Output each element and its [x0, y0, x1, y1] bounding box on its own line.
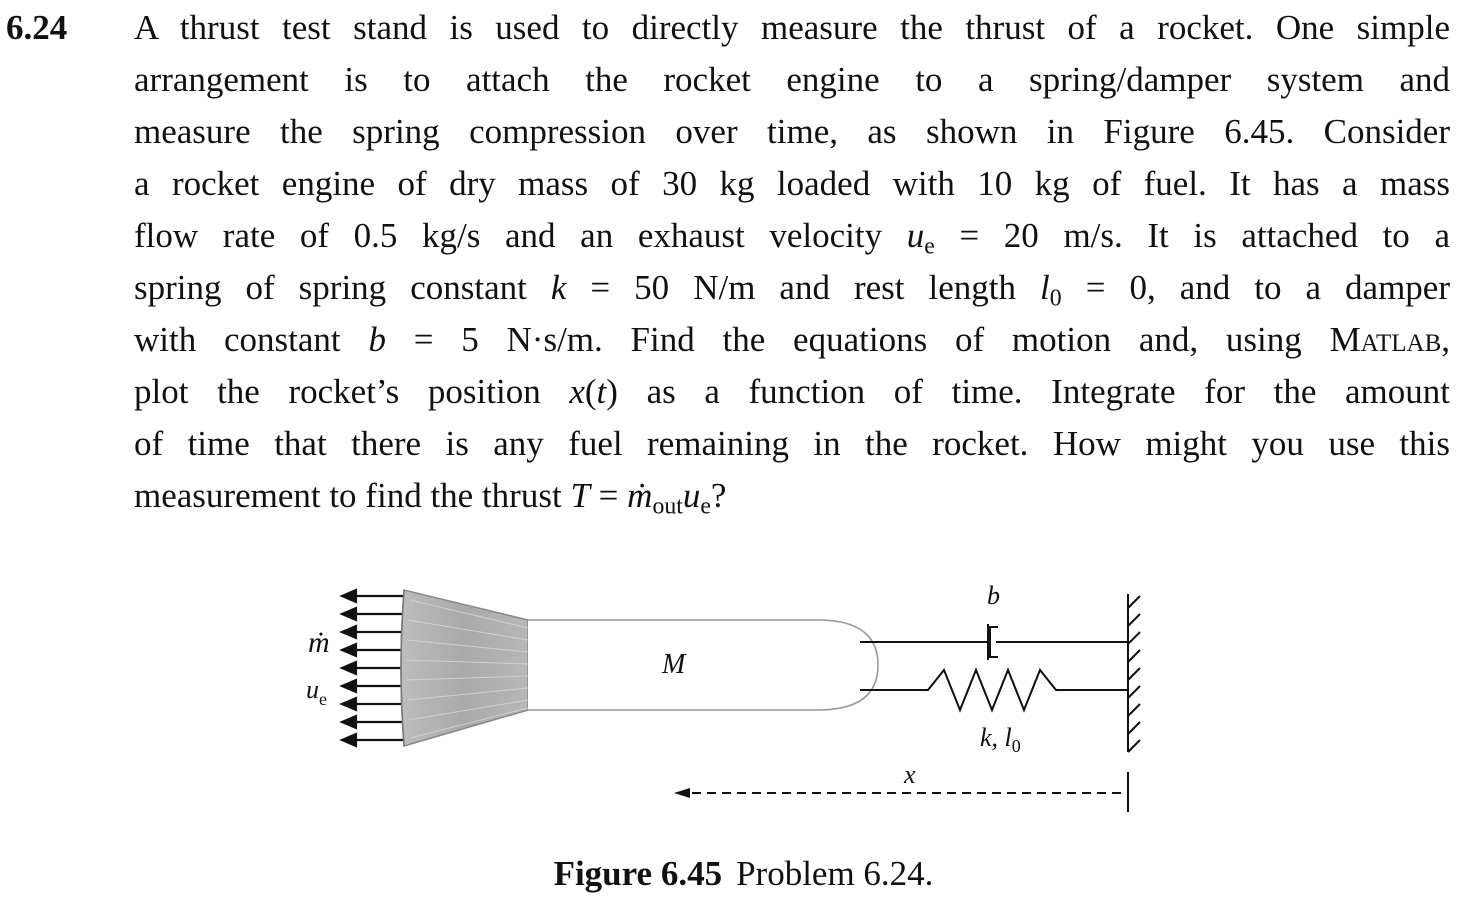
symbol-b: b	[368, 320, 386, 359]
text-line-10: measurement to find the thrust $T = ṁ_{out}u_e$?	[134, 476, 727, 520]
symbol-T: T	[570, 476, 590, 515]
position-dimension	[674, 772, 1128, 812]
spring	[860, 670, 1128, 710]
text-line-5: flow rate of 0.5 kg/s and an exhaust velocity $u_e = 20$ m/s. It is attached to a	[134, 216, 1450, 260]
figure-caption	[0, 852, 1477, 896]
text-line-8: plot the rocket’s position x(t) as a function of time. Integrate for the amount	[134, 372, 1451, 411]
subscript-out: out	[652, 493, 683, 520]
wall	[1128, 594, 1140, 752]
text-line-6: spring of spring constant k = 50 N/m and rest length $l_0 = 0$, and to a damper	[134, 268, 1450, 312]
exhaust-arrow	[342, 590, 412, 602]
spring-label: k, $l_0$	[980, 723, 1021, 756]
damper	[860, 624, 1128, 660]
rocket-body	[528, 620, 878, 710]
problem-number: 6.24	[6, 8, 68, 47]
text-line-1: A thrust test stand is used to directly measure the thrust of a rocket. One simple	[134, 8, 1450, 47]
problem-statement	[134, 2, 1450, 522]
text-line-7: with constant b = 5 N·s/m. Find the equations of motion and, using Matlab,	[134, 320, 1450, 359]
exhaust-arrow	[342, 734, 412, 746]
mass-label: M	[662, 649, 686, 680]
text-line-3: measure the spring compression over time, as shown in Figure 6.45. Consider	[134, 112, 1450, 151]
figure-caption-text: Problem 6.24.	[736, 854, 934, 893]
subscript-e2: e	[700, 493, 711, 520]
symbol-mdot: ṁ	[627, 476, 653, 515]
symbol-k: k	[550, 268, 567, 307]
subscript-0: 0	[1049, 285, 1062, 312]
subscript-e: e	[924, 233, 935, 260]
mdot-label: ṁ	[308, 626, 330, 659]
matlab-word: Matlab	[1329, 320, 1442, 359]
rocket-nozzle	[401, 590, 528, 746]
symbol-t: t	[596, 372, 607, 411]
text-line-9: of time that there is any fuel remaining in the rocket. How might you use this	[134, 424, 1450, 463]
symbol-u: u	[906, 216, 925, 255]
position-label: x	[904, 760, 916, 789]
damper-label: b	[987, 581, 1000, 610]
text-line-4: a rocket engine of dry mass of 30 kg loaded with 10 kg of fuel. It has a mass	[134, 164, 1450, 203]
exhaust-velocity-label: $u_e$	[306, 675, 327, 709]
text-line-2: arrangement is to attach the rocket engine to a spring/damper system and	[134, 60, 1450, 99]
symbol-x: x	[569, 372, 585, 411]
thrust-stand-figure	[290, 570, 1160, 830]
symbol-l: l	[1040, 268, 1050, 307]
figure-caption-label: Figure 6.45	[553, 854, 723, 893]
symbol-u2: u	[682, 476, 701, 515]
